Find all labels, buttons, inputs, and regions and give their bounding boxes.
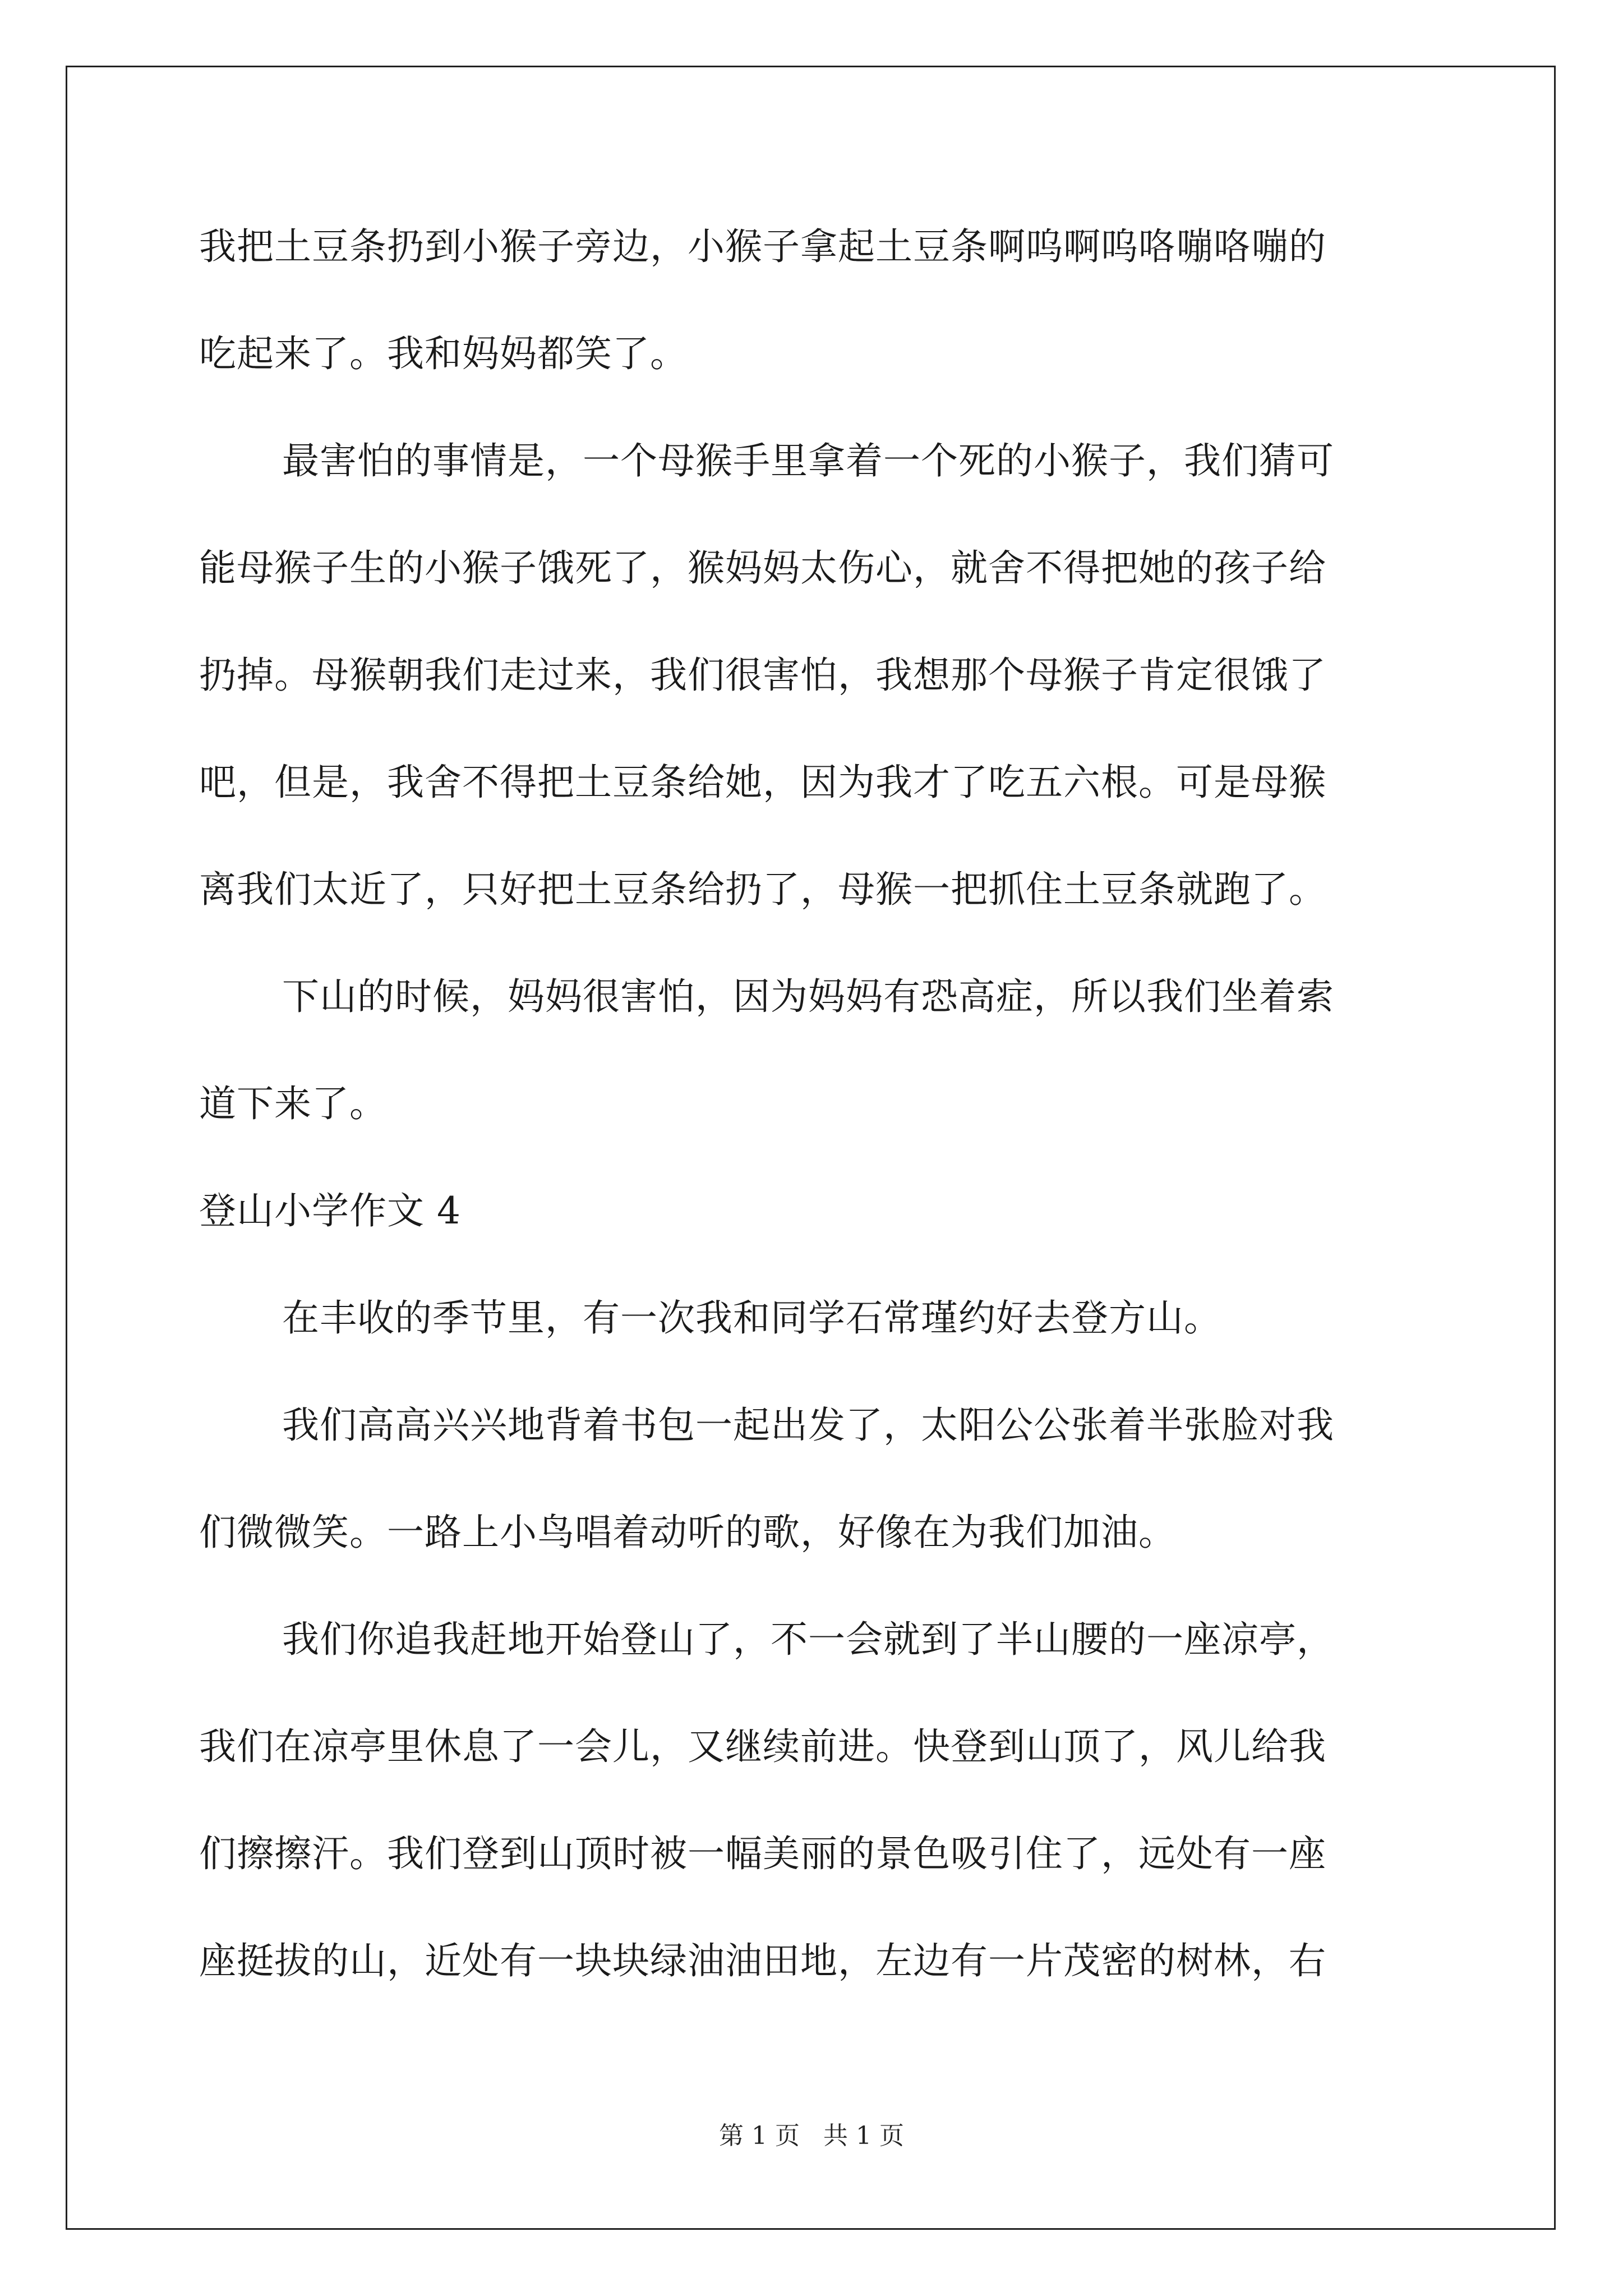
- text-line: 座挺拔的山，近处有一块块绿油油田地，左边有一片茂密的树林，右: [199, 1939, 1326, 1982]
- text-line: 我把土豆条扔到小猴子旁边，小猴子拿起土豆条啊呜啊呜咯嘣咯嘣的: [199, 225, 1326, 268]
- document-body: [199, 213, 1422, 2035]
- paragraph-start-line: 在丰收的季节里，有一次我和同学石常瑾约好去登方山。: [282, 1296, 1221, 1340]
- text-line: 吧，但是，我舍不得把土豆条给她，因为我才了吃五六根。可是母猴: [199, 761, 1326, 804]
- text-line: 扔掉。母猴朝我们走过来，我们很害怕，我想那个母猴子肯定很饿了: [199, 654, 1326, 697]
- paragraph-start-line: 最害怕的事情是，一个母猴手里拿着一个死的小猴子，我们猜可: [282, 439, 1334, 482]
- text-line: 道下来了。: [199, 1082, 387, 1125]
- page-number-current: 第 1 页: [719, 2122, 800, 2150]
- text-line: 我们在凉亭里休息了一会儿，又继续前进。快登到山顶了，风儿给我: [199, 1725, 1326, 1768]
- text-line: 们微微笑。一路上小鸟唱着动听的歌，好像在为我们加油。: [199, 1511, 1176, 1554]
- text-line: 离我们太近了，只好把土豆条给扔了，母猴一把抓住土豆条就跑了。: [199, 868, 1326, 911]
- page-number-total: 共 1 页: [823, 2122, 904, 2150]
- paragraph-start-line: 下山的时候，妈妈很害怕，因为妈妈有恐高症，所以我们坐着索: [282, 975, 1334, 1018]
- text-line: 吃起来了。我和妈妈都笑了。: [199, 332, 688, 375]
- paragraph-start-line: 我们高高兴兴地背着书包一起出发了，太阳公公张着半张脸对我: [282, 1404, 1334, 1447]
- text-line: 们擦擦汗。我们登到山顶时被一幅美丽的景色吸引住了，远处有一座: [199, 1832, 1326, 1875]
- section-heading: 登山小学作文 4: [199, 1189, 461, 1232]
- text-line: 能母猴子生的小猴子饿死了，猴妈妈太伤心，就舍不得把她的孩子给: [199, 546, 1326, 590]
- page-footer: [0, 2119, 1623, 2153]
- paragraph-start-line: 我们你追我赶地开始登山了，不一会就到了半山腰的一座凉亭，: [282, 1618, 1334, 1661]
